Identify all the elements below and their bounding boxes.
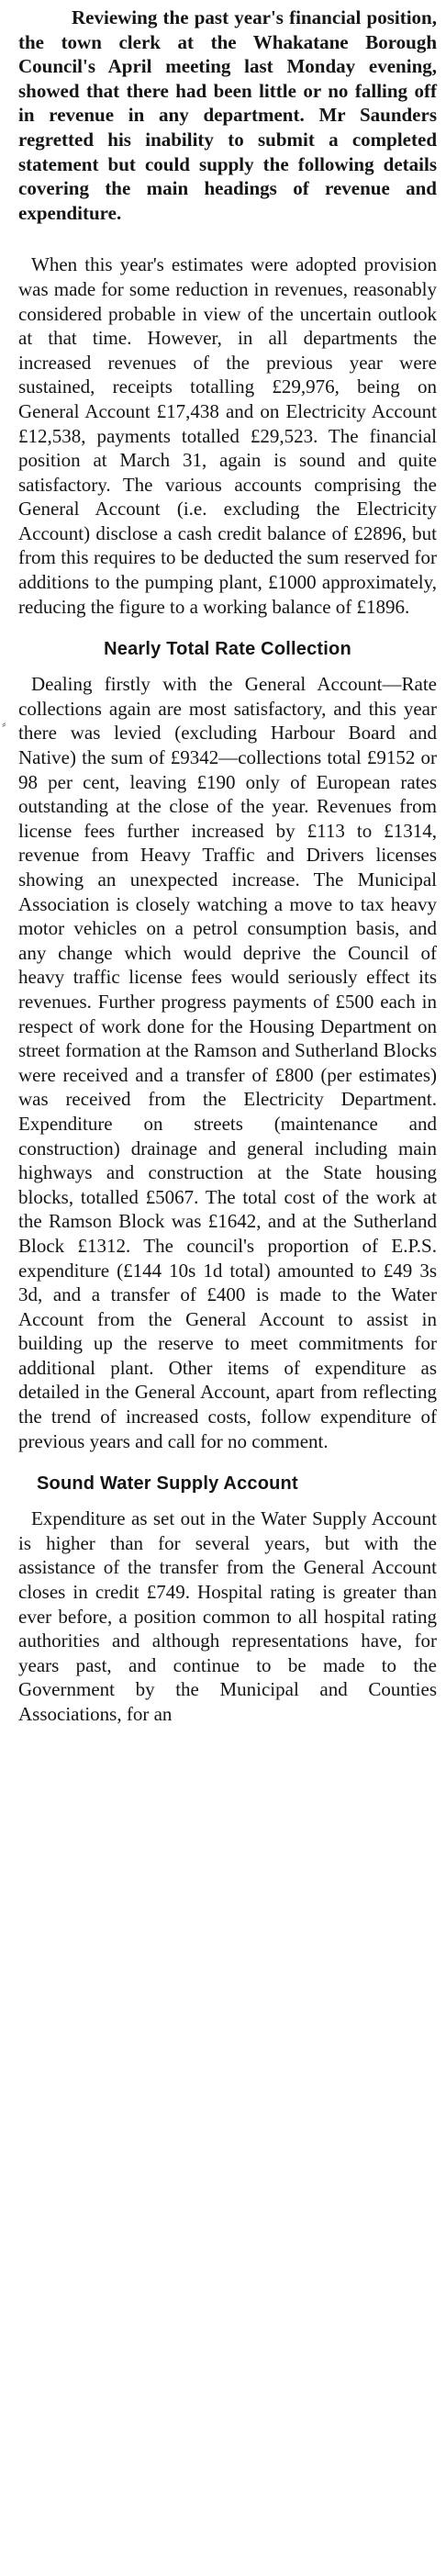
article-paragraph-1: When this year's estimates were adopted provision was made for some reduction in revenues, reasonably considered probable in view of the uncertain outlook at that time. However, in all departments the increased revenues of the previous year were sustained, receipts totalling £29,976, being on General Account £17,438 and on Electricity Account £12,538, payments totalled £29,523. The financial position at March 31, again is sound and quite satisfactory. The various accounts comprising the General Account (i.e. excluding the Electricity Account) disclose a cash credit balance of £2896, but from this requires to be deducted the sum reserved for additions to the pumping plant, £1000 approximately, reducing the figure to a working balance of £1896.	[18, 253, 437, 618]
section-heading-rate-collection: Nearly Total Rate Collection	[104, 639, 351, 660]
margin-mark: ⸗	[2, 718, 6, 732]
article-paragraph-2: Dealing firstly with the General Account—Rate collections again are most satisfactory, and this year there was levied (excluding Harbour Board and Native) the sum of £9342—collections total £9152 or 98 per cent, leaving £190 only of European rates outstanding at the close of the year. Revenues from license fees further increased by £113 to £1314, revenue from Heavy Traffic and Drivers licenses showing an unexpected increase. The Municipal Association is closely watching a move to tax heavy motor vehicles on a petrol consumption basis, and any change which would deprive the Council of heavy traffic license fees would seriously effect its revenues. Further progress payments of £500 each in respect of work done for the Housing Department on street formation at the Ramson and Sutherland Blocks were received and a transfer of £800 (per estimates) was received from the Electricity Department. Expenditure on streets (maintenance and construction) drainage and general including main highways and construction at the State housing blocks, totalled £5067. The total cost of the work at the Ramson Block was £1642, and at the Sutherland Block £1312. The council's proportion of E.P.S. expenditure (£144 10s 1d total) amounted to £49 3s 3d, and a transfer of £400 is made to the Water Account from the General Account to assist in building up the reserve to meet commitments for additional plant. Other items of expenditure as detailed in the General Account, apart from reflecting the trend of increased costs, follow expenditure of previous years and call for no comment.	[18, 673, 437, 1452]
article-paragraph-3: Expenditure as set out in the Water Supply Account is higher than for several years, but with the assistance of the transfer from the General Account closes in credit £749. Hospital rating is greater than ever before, a position common to all hospital rating authorities and although representations have, for years past, and continue to be made to the Government by the Municipal and Counties Associations, for an	[18, 1507, 437, 1725]
section-heading-water-supply: Sound Water Supply Account	[37, 1473, 298, 1495]
article-lead: Reviewing the past year's financial position, the town clerk at the Whakatane Borough Council's April meeting last Monday evening, showed that there had been little or no falling off in revenue in any department. Mr Saunders regretted his inability to submit a completed statement but could supply the following details covering the main headings of revenue and expenditure.	[18, 6, 437, 224]
